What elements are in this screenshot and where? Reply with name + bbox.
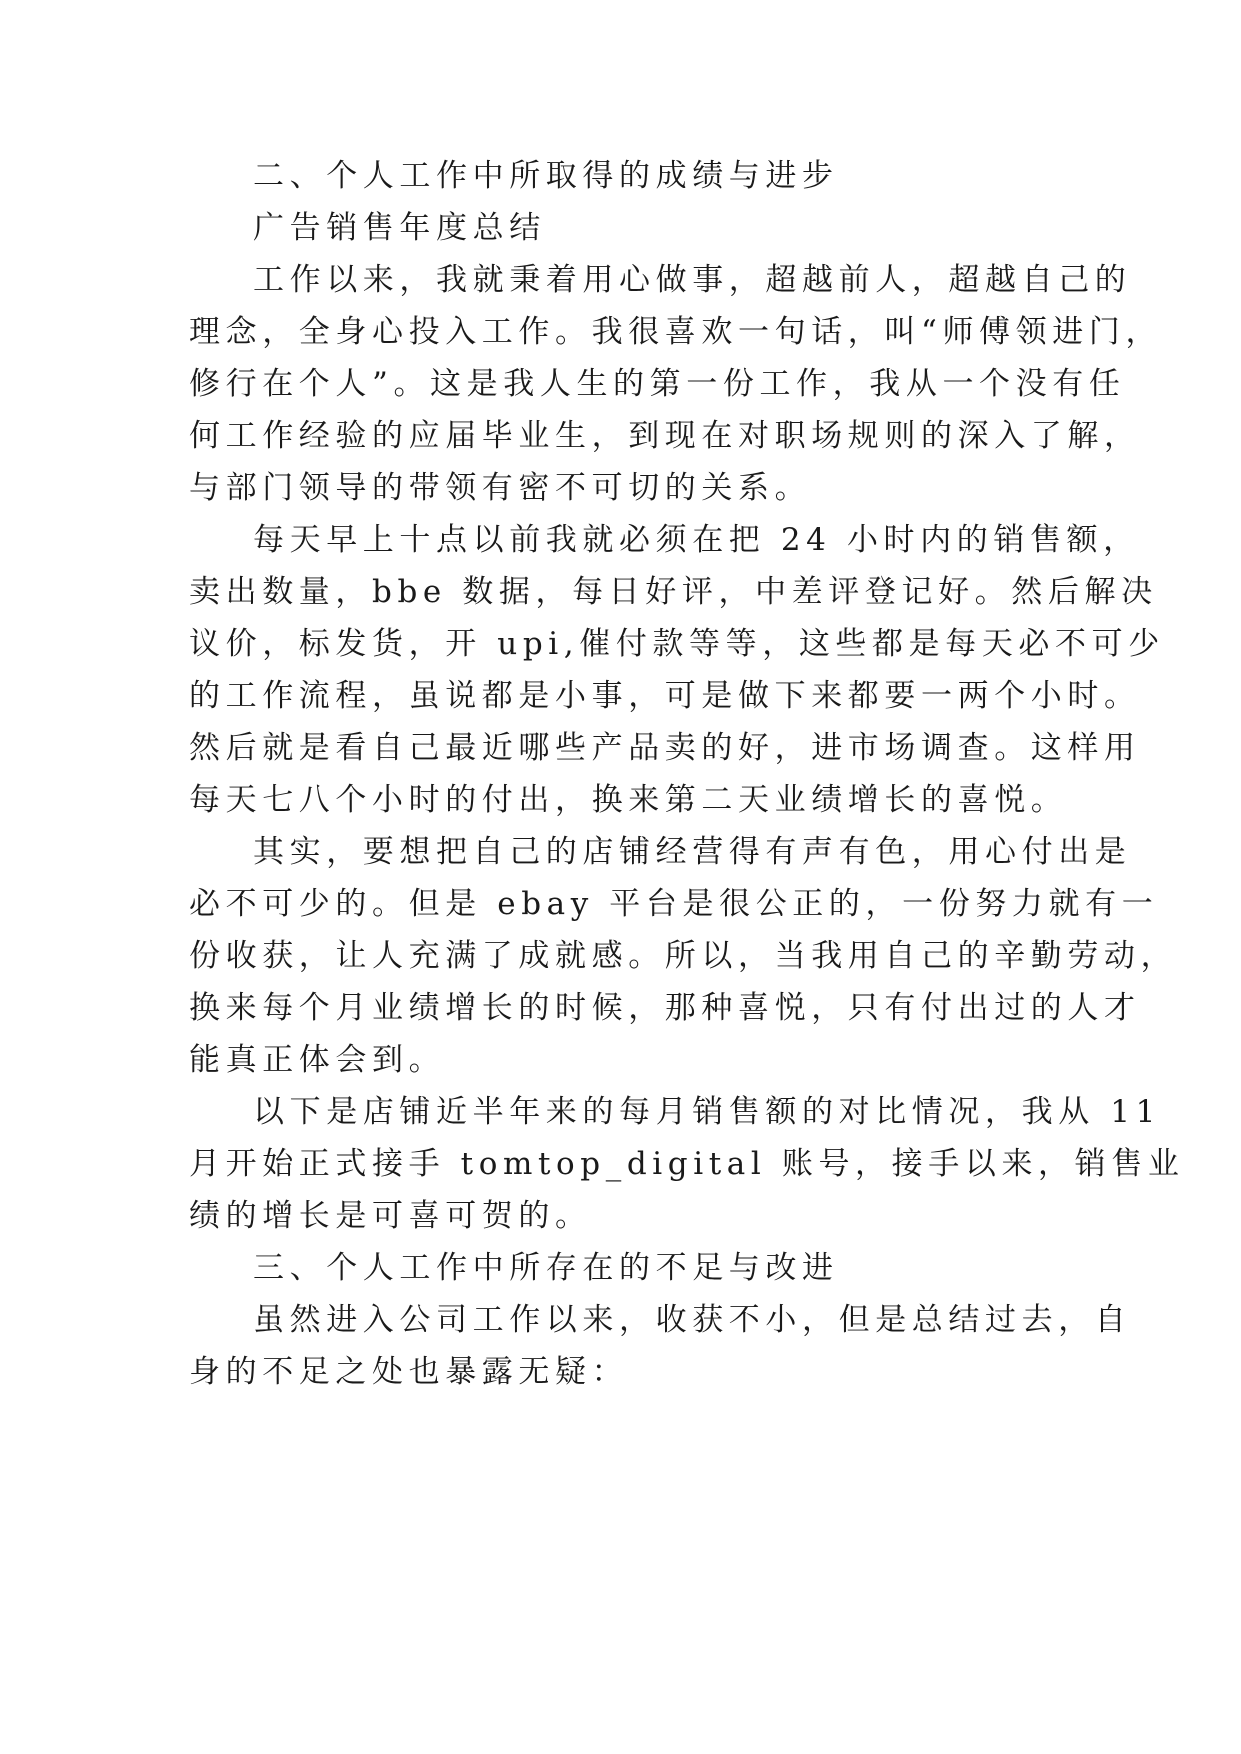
paragraph-3-line: 其实，要想把自己的店铺经营得有声有色，用心付出是	[253, 834, 1132, 870]
paragraph-2-line: 每天七八个小时的付出，换来第二天业绩增长的喜悦。	[189, 782, 1068, 818]
paragraph-2-line: 的工作流程，虽说都是小事，可是做下来都要一两个小时。	[189, 678, 1141, 714]
paragraph-1-line: 何工作经验的应届毕业生，到现在对职场规则的深入了解，	[189, 418, 1141, 454]
section-heading-3: 三、个人工作中所存在的不足与改进	[253, 1250, 839, 1286]
paragraph-4-line: 绩的增长是可喜可贺的。	[189, 1198, 592, 1234]
subtitle: 广告销售年度总结	[253, 210, 546, 246]
paragraph-1-line: 理念，全身心投入工作。我很喜欢一句话，叫“师傅领进门，	[189, 314, 1163, 350]
paragraph-3-line: 能真正体会到。	[189, 1042, 446, 1078]
paragraph-4-line: 月开始正式接手 tomtop_digital 账号，接手以来，销售业	[189, 1146, 1185, 1182]
paragraph-3-line: 份收获，让人充满了成就感。所以，当我用自己的辛勤劳动，	[189, 938, 1178, 974]
paragraph-2-line: 议价，标发货，开 upi,催付款等等，这些都是每天必不可少	[189, 626, 1165, 662]
paragraph-2-line: 每天早上十点以前我就必须在把 24 小时内的销售额，	[253, 522, 1140, 558]
paragraph-1-line: 与部门领导的带领有密不可切的关系。	[189, 470, 812, 506]
paragraph-3-line: 必不可少的。但是 ebay 平台是很公正的，一份努力就有一	[189, 886, 1159, 922]
paragraph-5-line: 身的不足之处也暴露无疑：	[189, 1354, 629, 1390]
paragraph-2-line: 然后就是看自己最近哪些产品卖的好，进市场调查。这样用	[189, 730, 1141, 766]
paragraph-2-line: 卖出数量，bbe 数据，每日好评，中差评登记好。然后解决	[189, 574, 1158, 610]
paragraph-3-line: 换来每个月业绩增长的时候，那种喜悦，只有付出过的人才	[189, 990, 1141, 1026]
paragraph-1-line: 修行在个人”。这是我人生的第一份工作，我从一个没有任	[189, 366, 1126, 402]
paragraph-1-line: 工作以来，我就秉着用心做事，超越前人，超越自己的	[253, 262, 1132, 298]
paragraph-5-line: 虽然进入公司工作以来，收获不小，但是总结过去，自	[253, 1302, 1132, 1338]
section-heading-2: 二、个人工作中所取得的成绩与进步	[253, 158, 839, 194]
paragraph-4-line: 以下是店铺近半年来的每月销售额的对比情况，我从 11	[253, 1094, 1161, 1130]
